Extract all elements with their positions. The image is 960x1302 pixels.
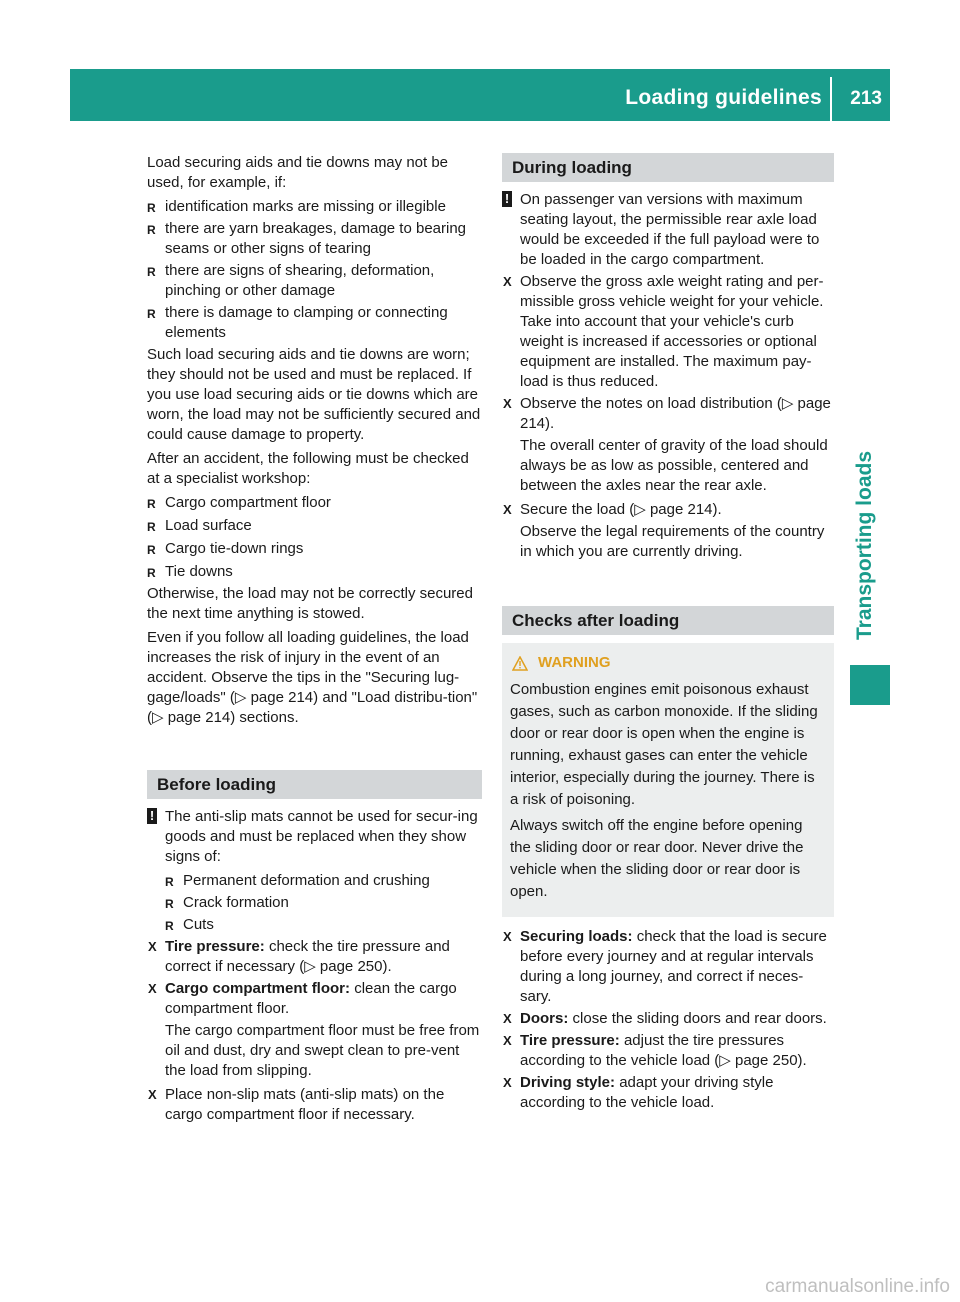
header-divider bbox=[830, 77, 832, 121]
section-heading-before-loading: Before loading bbox=[147, 770, 482, 799]
page-number: 213 bbox=[850, 88, 882, 109]
list-item: R Tie downs bbox=[147, 562, 482, 582]
list-item: R Crack formation bbox=[165, 893, 482, 913]
step-item: X Observe the gross axle weight rating and per-missible gross vehicle weight for your vehicle. Take into account that your vehicle's curb weight is increased if accessories or optional equipment are installed. The maximum pay-load is thus reduced. bbox=[502, 272, 834, 392]
exclamation-note-icon: ! bbox=[502, 191, 512, 207]
warning-label: WARNING bbox=[538, 654, 611, 671]
even-if-text: Even if you follow all loading guidelines, the load increases the risk of injury in the event of an accident. Observe the tips in the "Securing lug-gage/loads" (▷ page 214) and "Load distribu-tion" (▷ page 214) sections. bbox=[147, 629, 478, 726]
after-accident-text: After an accident, the following must be checked at a specialist workshop: bbox=[147, 450, 469, 487]
page-header bbox=[70, 69, 890, 121]
step-text: check the tire pressure and correct if necessary (▷ page 250). bbox=[165, 938, 450, 975]
side-tab-label: Transporting loads bbox=[853, 450, 876, 640]
step-subtext: The cargo compartment floor must be free from oil and dust, dry and swept clean to pre-vent the load from slipping. bbox=[165, 1022, 480, 1079]
section-heading-checks-after-loading: Checks after loading bbox=[502, 606, 834, 635]
intro-text: Load securing aids and tie downs may not be used, for example, if: bbox=[147, 154, 449, 191]
exclamation-note-icon: ! bbox=[147, 808, 157, 824]
list-item: R Permanent deformation and crushing bbox=[165, 871, 482, 891]
warning-box bbox=[502, 643, 834, 917]
list-item: R there are yarn breakages, damage to bearing seams or other signs of tearing bbox=[147, 219, 482, 259]
list-item: R identification marks are missing or illegible bbox=[147, 197, 482, 217]
step-label: Driving style: bbox=[520, 1074, 616, 1091]
warning-triangle-icon bbox=[512, 656, 528, 671]
step-label: Doors: bbox=[520, 1010, 569, 1027]
list-item: R there are signs of shearing, deformation, pinching or other damage bbox=[147, 261, 482, 301]
list-item: R Load surface bbox=[147, 516, 482, 536]
warning-text: Combustion engines emit poisonous exhaust gases, such as carbon monoxide. If the sliding door or rear door is open when the engine is running, exhaust gases can enter the vehicle interior, especially during the journey. There is a risk of poisoning. bbox=[510, 681, 818, 808]
step-label: Tire pressure: bbox=[165, 938, 265, 955]
header-title: Loading guidelines bbox=[625, 86, 822, 109]
step-item: X Secure the load (▷ page 214). bbox=[502, 500, 834, 520]
step-text: clean the cargo compartment floor. bbox=[165, 980, 457, 1017]
otherwise-text: Otherwise, the load may not be correctly secured the next time anything is stowed. bbox=[147, 585, 473, 622]
warning-text: Always switch off the engine before opening the sliding door or rear door. Never drive the vehicle when the sliding door or rear door is open. bbox=[510, 817, 804, 900]
warning-header bbox=[510, 653, 826, 673]
worn-text: Such load securing aids and tie downs are worn; they should not be used and must be replaced. If you use load securing aids or tie downs which are worn, the load may not be sufficiently secured and could cause damage to property. bbox=[147, 346, 481, 443]
step-text: check that the load is secure before every journey and at regular intervals during a long journey, and correct if neces-sary. bbox=[520, 928, 827, 1005]
step-text: adapt your driving style according to the vehicle load. bbox=[520, 1074, 774, 1111]
list-item: R there is damage to clamping or connecting elements bbox=[147, 303, 482, 343]
list-item: R Cargo compartment floor bbox=[147, 493, 482, 513]
step-text: adjust the tire pressures according to the vehicle load (▷ page 250). bbox=[520, 1032, 807, 1069]
step-label: Cargo compartment floor: bbox=[165, 980, 351, 997]
step-item bbox=[502, 1031, 834, 1071]
right-column bbox=[502, 153, 834, 1115]
step-item bbox=[502, 1073, 834, 1113]
section-heading-during-loading: During loading bbox=[502, 153, 834, 182]
step-item: X Observe the notes on load distribution (▷ page 214). bbox=[502, 394, 834, 434]
note-text: On passenger van versions with maximum seating layout, the permissible rear axle load would be exceeded if the full payload were to be loaded in the cargo compartment. bbox=[520, 191, 820, 268]
left-column bbox=[147, 153, 482, 1127]
list-item: R Cargo tie-down rings bbox=[147, 539, 482, 559]
watermark: carmanualsonline.info bbox=[765, 1276, 950, 1297]
side-tab-marker bbox=[850, 665, 890, 705]
list-item: R Cuts bbox=[165, 915, 482, 935]
step-text: close the sliding doors and rear doors. bbox=[572, 1010, 827, 1027]
step-label: Securing loads: bbox=[520, 928, 633, 945]
note-block bbox=[147, 807, 482, 867]
step-item bbox=[147, 937, 482, 977]
step-item bbox=[502, 1009, 834, 1029]
step-label: Tire pressure: bbox=[520, 1032, 620, 1049]
note-text: The anti-slip mats cannot be used for secur-ing goods and must be replaced when they show signs of: bbox=[165, 808, 478, 865]
note-block bbox=[502, 190, 834, 270]
note-list bbox=[147, 871, 482, 935]
step-item bbox=[147, 979, 482, 1019]
step-subtext: Observe the legal requirements of the country in which you are currently driving. bbox=[520, 523, 825, 560]
step-item bbox=[502, 927, 834, 1007]
step-subtext: The overall center of gravity of the load should always be as low as possible, centered and between the axles near the rear axle. bbox=[520, 437, 828, 494]
step-item: X Place non-slip mats (anti-slip mats) on the cargo compartment floor if necessary. bbox=[147, 1085, 482, 1125]
